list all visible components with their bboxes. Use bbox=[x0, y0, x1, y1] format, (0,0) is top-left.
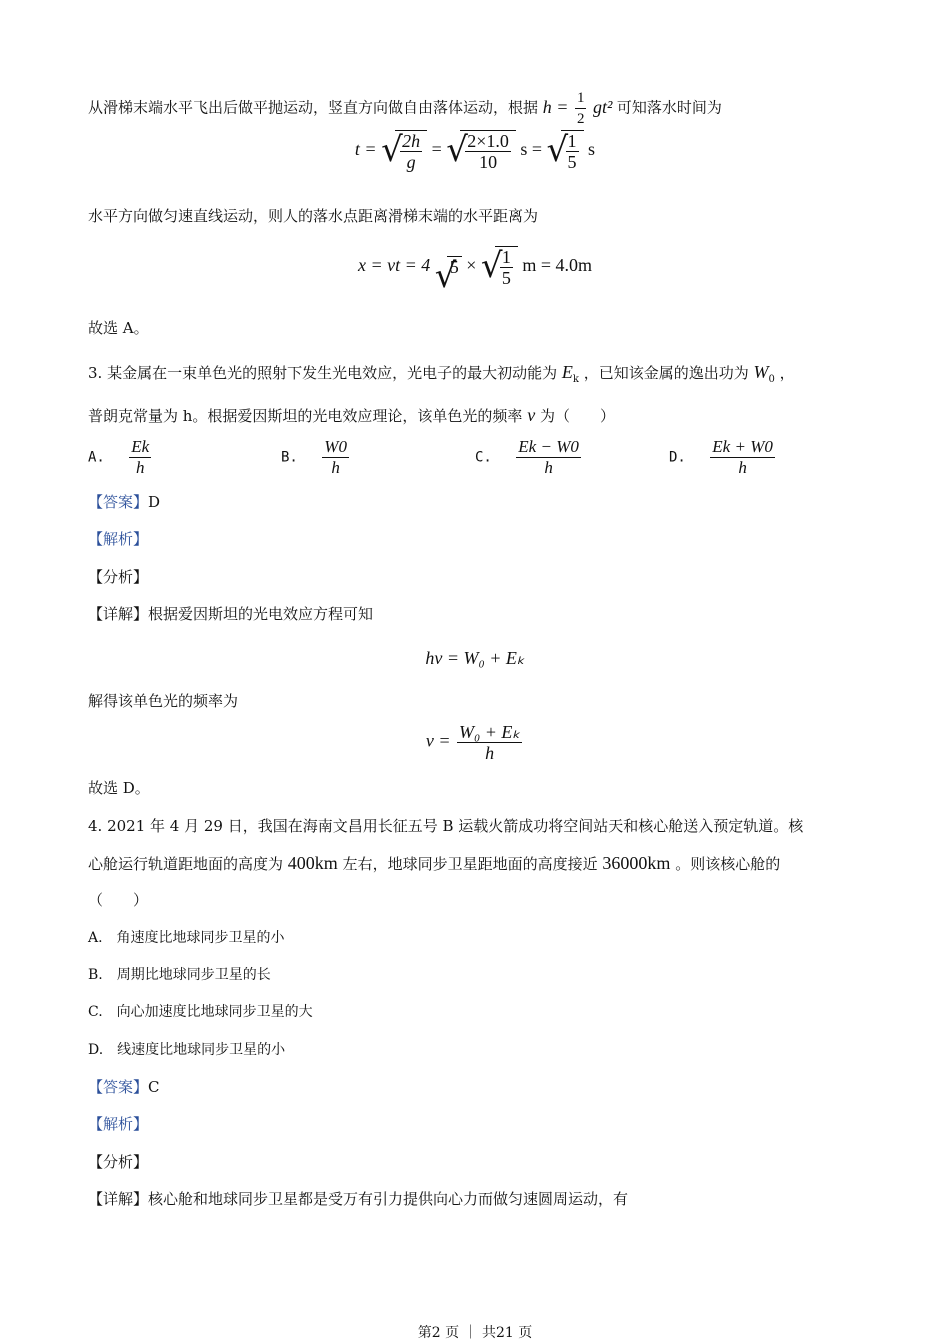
page-footer: 第2 页 ｜ 共21 页 bbox=[417, 1325, 533, 1341]
q4-line3: （ ） bbox=[88, 891, 149, 909]
q4-answer: 【答案】C bbox=[88, 1078, 160, 1096]
q4-detail: 【详解】核心舱和地球同步卫星都是受万有引力提供向心力而做匀速圆周运动，有 bbox=[88, 1190, 629, 1208]
q3-fenxi: 【分析】 bbox=[88, 568, 149, 586]
q4-line2: 心舱运行轨道距地面的高度为 400km 左右，地球同步卫星距地面的高度接近 36000km 。则该核心舱的 bbox=[88, 853, 781, 873]
paragraph-projectile: 从滑梯末端水平飞出后做平抛运动，竖直方向做自由落体运动，根据 h = $\frac{1}{2}$ gt² 可知落水时间为 bbox=[88, 90, 722, 127]
q3-option-c[interactable]: C. $\frac{Ek - W0}{h}$ bbox=[475, 437, 579, 477]
choose-a: 故选 A。 bbox=[88, 319, 149, 337]
q3-solve: 解得该单色光的频率为 bbox=[88, 692, 239, 710]
q3-line2: 普朗克常量为 h。根据爱因斯坦的光电效应理论，该单色光的频率 ν 为（ ） bbox=[88, 405, 616, 425]
q3-line1: 3. 某金属在一束单色光的照射下发生光电效应，光电子的最大初动能为 $E_k$ ，已知该金属的逸出功为 $W_0$ ， bbox=[88, 362, 795, 385]
equation-h: h = $\frac{1}{2}$ gt² bbox=[542, 90, 613, 127]
q3-answer: 【答案】D bbox=[88, 493, 161, 511]
q4-jiexi: 【解析】 bbox=[88, 1115, 149, 1133]
q3-choose: 故选 D。 bbox=[88, 779, 150, 797]
q4-option-c[interactable]: C. 向心加速度比地球同步卫星的大 bbox=[88, 1004, 313, 1020]
equation-t: t = √ $\frac{2h}{g}$ = √ $\frac{2\times 1.0}{10}$ s = √ $\frac{1}{5}$ s bbox=[0, 130, 950, 172]
q3-detail: 【详解】根据爱因斯坦的光电效应方程可知 bbox=[88, 605, 374, 623]
q4-option-d[interactable]: D. 线速度比地球同步卫星的小 bbox=[88, 1042, 286, 1058]
q3-jiexi: 【解析】 bbox=[88, 530, 149, 548]
q3-option-b[interactable]: B. $\frac{W0}{h}$ bbox=[281, 437, 347, 477]
q3-equation-photoelectric: hν = W₀ + Eₖ bbox=[425, 648, 525, 668]
q3-option-a[interactable]: A. $\frac{Ek}{h}$ bbox=[88, 437, 150, 477]
paragraph-horizontal: 水平方向做匀速直线运动，则人的落水点距离滑梯末端的水平距离为 bbox=[88, 207, 539, 225]
q4-option-b[interactable]: B. 周期比地球同步卫星的长 bbox=[88, 967, 271, 983]
q4-line1: 4. 2021 年 4 月 29 日，我国在海南文昌用长征五号 B 运载火箭成功将空间站天和核心舱送入预定轨道。核 bbox=[88, 817, 804, 835]
equation-x: x = vt = 4 √ 5 × √ $\frac{1}{5}$ m = 4.0m bbox=[0, 246, 950, 288]
q3-equation-frequency: ν = $\frac{\text{W₀ + Eₖ}}{h}$ bbox=[425, 722, 521, 763]
q3-option-d[interactable]: D. $\frac{Ek + W0}{h}$ bbox=[669, 437, 773, 477]
q4-fenxi: 【分析】 bbox=[88, 1153, 149, 1171]
q4-option-a[interactable]: A. 角速度比地球同步卫星的小 bbox=[88, 930, 285, 946]
